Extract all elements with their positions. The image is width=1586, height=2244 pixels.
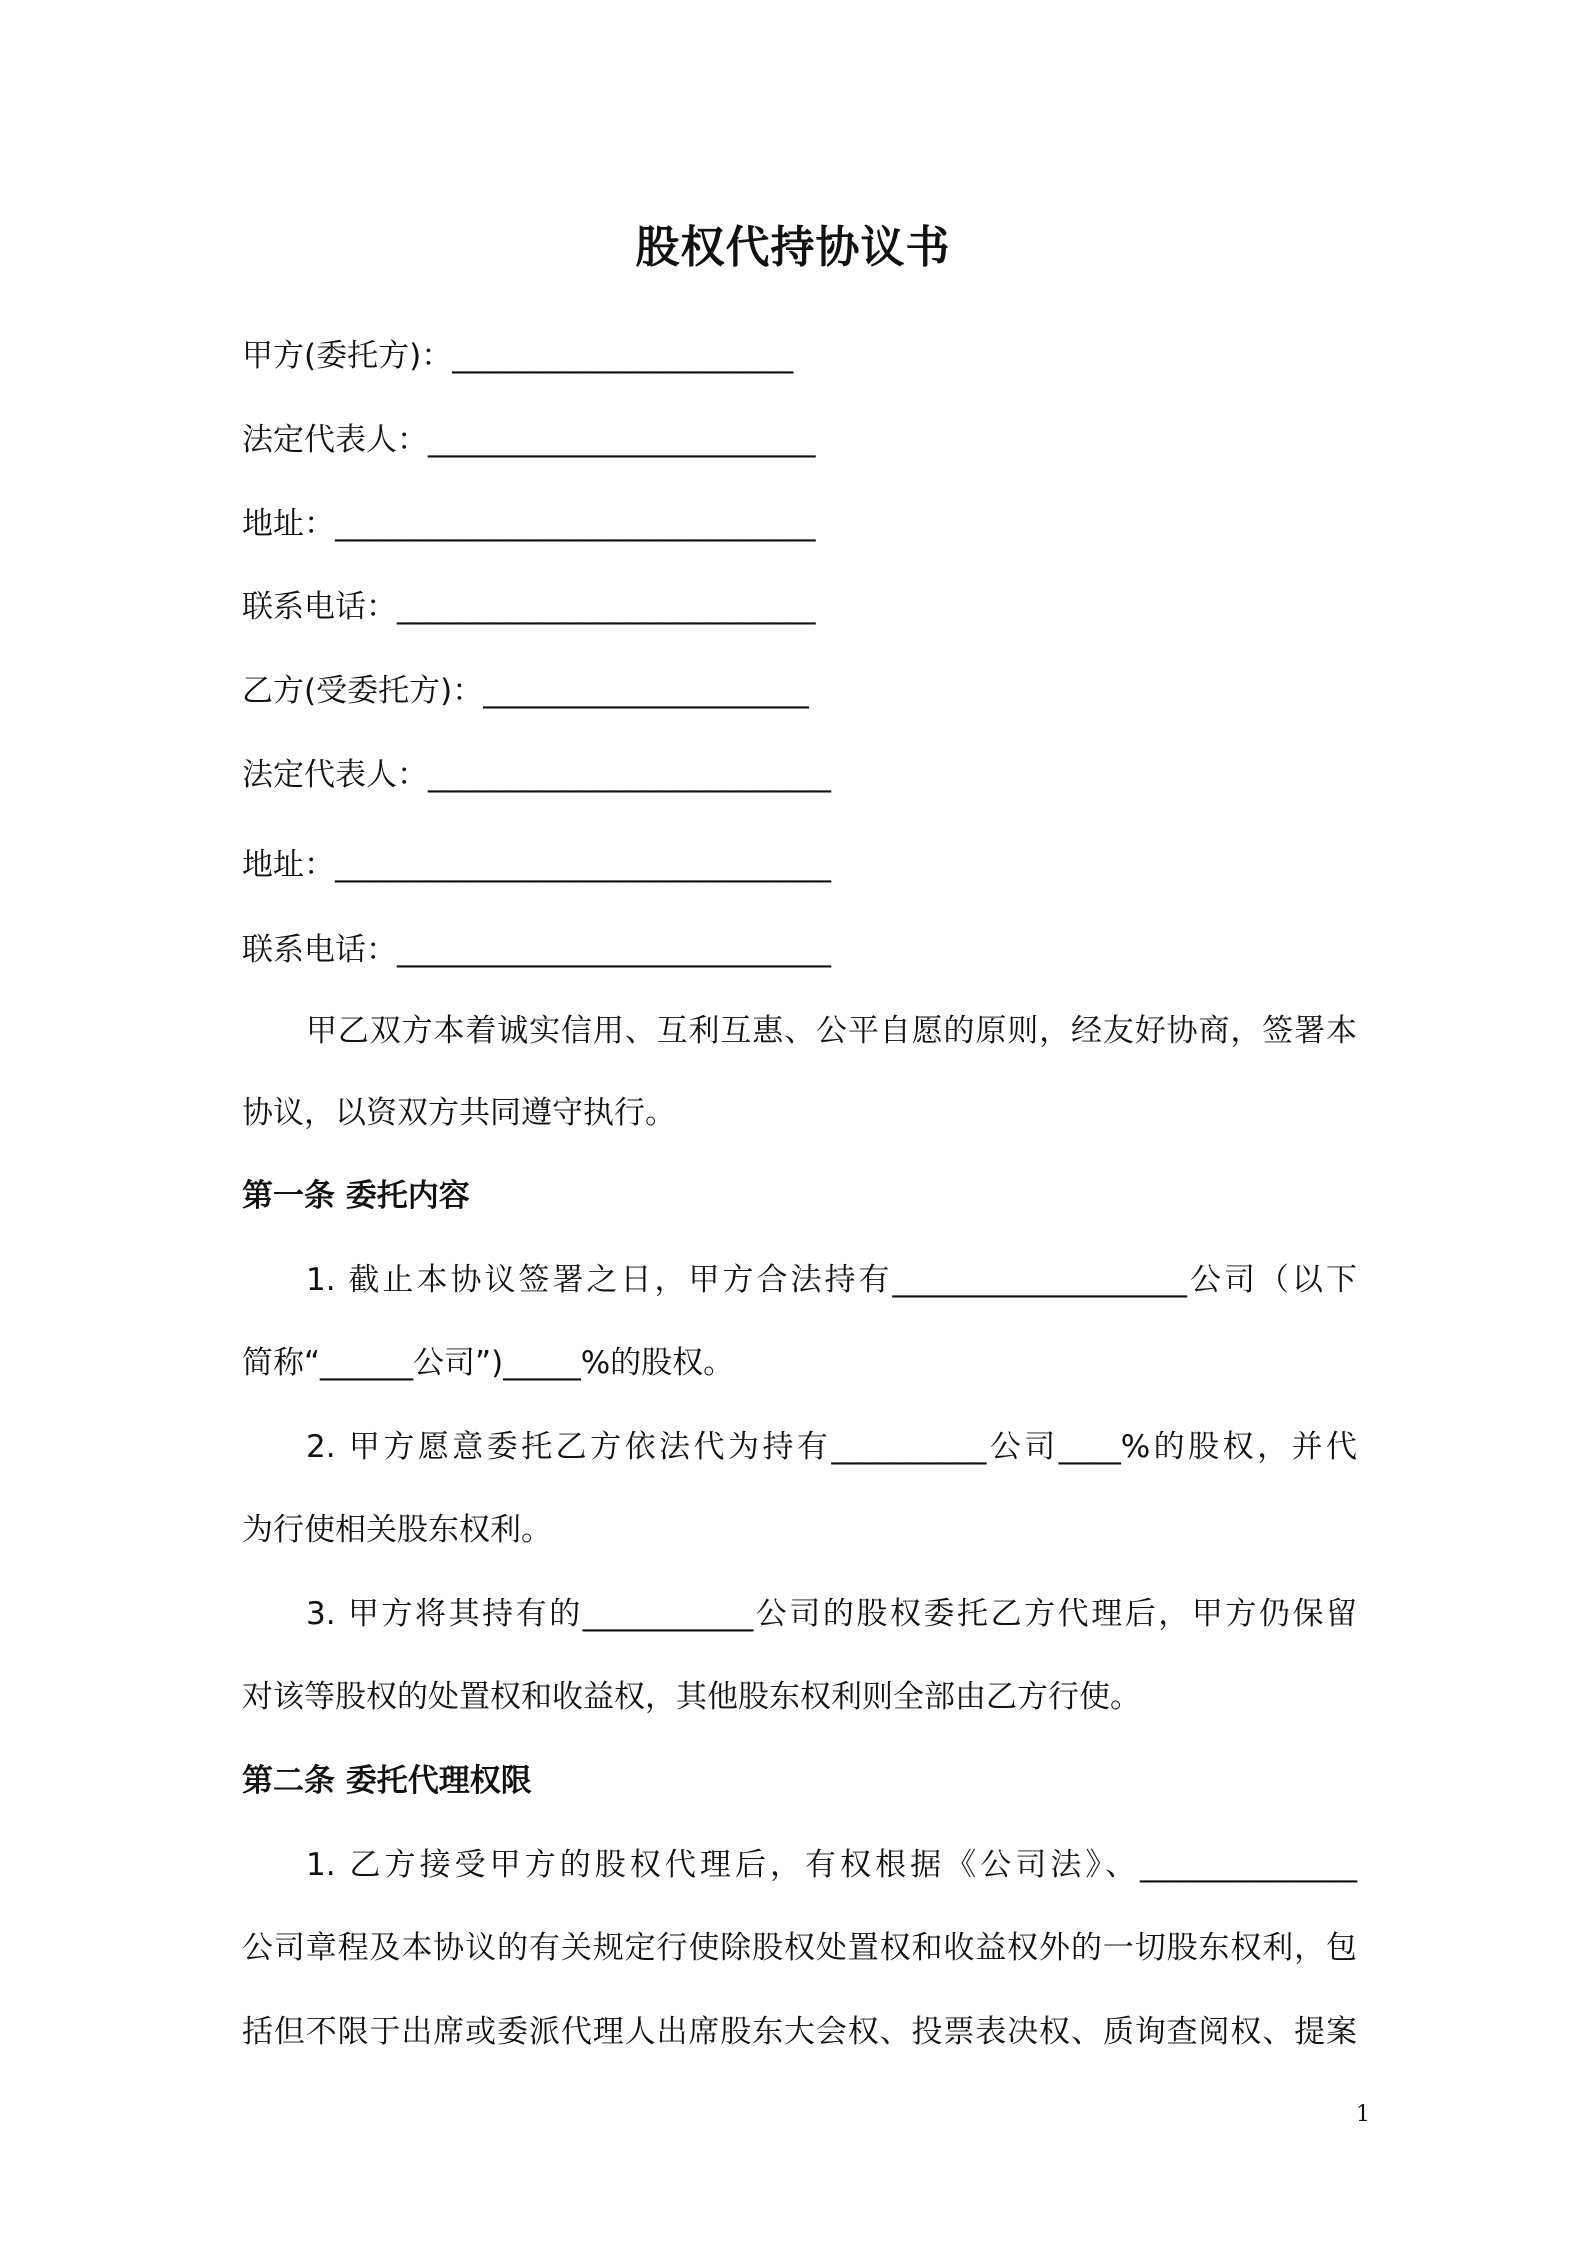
document-title: 股权代持协议书	[635, 222, 951, 273]
page-number: 1	[1356, 2102, 1370, 2127]
preamble-line-2: 协议，以资双方共同遵守执行。	[242, 1095, 676, 1131]
article-2-item-1-line-3: 括但不限于出席或委派代理人出席股东大会权、投票表决权、质询查阅权、提案	[242, 2014, 1357, 2050]
party-b-representative-line: 法定代表人：__________________________	[242, 757, 831, 793]
article-1-heading: 第一条 委托内容	[242, 1178, 470, 1214]
preamble-line-1: 甲乙双方本着诚实信用、互利互惠、公平自愿的原则，经友好协商，签署本	[306, 1013, 1357, 1049]
party-a-address-line: 地址：_______________________________	[242, 506, 816, 542]
party-a-representative-line: 法定代表人：_________________________	[242, 422, 816, 458]
article-1-item-1-line-2: 简称“______公司”)_____%的股权。	[242, 1345, 735, 1381]
article-1-item-3-line-2: 对该等股权的处置权和收益权，其他股东权利则全部由乙方行使。	[242, 1679, 1141, 1715]
article-1-item-1-line-1: 1. 截止本协议签署之日，甲方合法持有___________________公司（以下	[306, 1262, 1357, 1298]
party-b-name-line: 乙方(受委托方)：_____________________	[242, 673, 809, 709]
party-a-name-line: 甲方(委托方)：______________________	[242, 338, 794, 374]
article-1-item-2-line-1: 2. 甲方愿意委托乙方依法代为持有__________公司____%的股权，并代	[306, 1429, 1357, 1465]
article-2-heading: 第二条 委托代理权限	[242, 1763, 532, 1799]
party-a-phone-line: 联系电话：___________________________	[242, 589, 816, 625]
party-b-phone-line: 联系电话：____________________________	[242, 932, 831, 968]
party-b-address-line: 地址：________________________________	[242, 847, 831, 883]
article-1-item-3-line-1: 3. 甲方将其持有的___________公司的股权委托乙方代理后，甲方仍保留	[306, 1596, 1357, 1632]
article-2-item-1-line-2: 公司章程及本协议的有关规定行使除股权处置权和收益权外的一切股东权利，包	[242, 1930, 1357, 1966]
article-1-item-2-line-2: 为行使相关股东权利。	[242, 1512, 552, 1548]
article-2-item-1-line-1: 1. 乙方接受甲方的股权代理后，有权根据《公司法》、______________	[306, 1847, 1357, 1883]
